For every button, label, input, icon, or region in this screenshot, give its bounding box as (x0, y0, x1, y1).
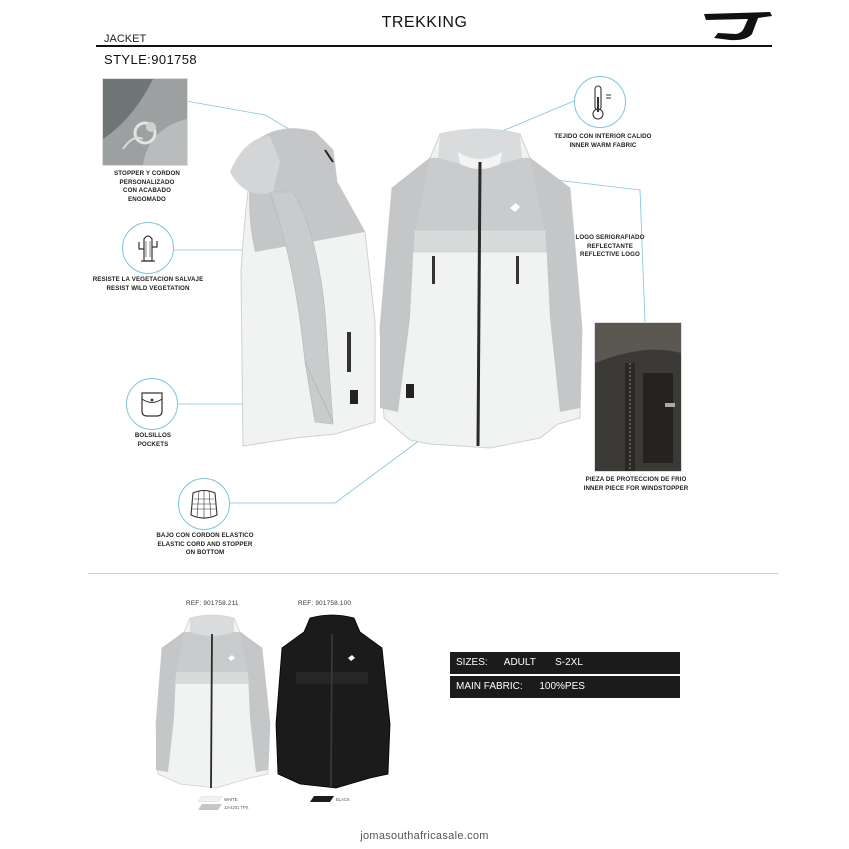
variant-ref-white: REF: 901758.211 (186, 600, 239, 607)
swatch-white (198, 796, 222, 802)
product-category: JACKET (104, 33, 147, 45)
swatch-white-label: WHITE (224, 797, 238, 802)
jacket-side-view (225, 122, 385, 462)
jacket-variant-white (150, 614, 274, 794)
feature-label-warm: TEJIDO CON INTERIOR CALIDO INNER WARM FABRIC (554, 133, 652, 149)
feature-label-vegetation: RESISTE LA VEGETACION SALVAJE RESIST WILD VEGETATION (92, 276, 204, 292)
swatch-grey-label: 13-4201 TPX (224, 805, 249, 810)
pocket-icon (126, 378, 178, 430)
spec-fabric: MAIN FABRIC: 100%PES (450, 676, 680, 698)
windstopper-detail-photo (594, 322, 682, 472)
jacket-variant-black (270, 614, 394, 794)
feature-label-windstopper: PIEZA DE PROTECCION DE FRIO INNER PIECE FOR WINDSTOPPER (583, 476, 689, 492)
variant-ref-black: REF: 901758.100 (298, 600, 352, 607)
jacket-front-view (370, 128, 590, 458)
stopper-detail-photo (102, 78, 188, 166)
feature-label-stopper: STOPPER Y CORDON PERSONALIZADO CON ACABADO ENGOMADO (114, 170, 180, 203)
page-title: TREKKING (381, 14, 468, 31)
swatch-grey (198, 804, 222, 810)
style-code: STYLE:901758 (104, 52, 197, 67)
footer-site: jomasouthafricasale.com (360, 830, 489, 842)
feature-label-pockets: BOLSILLOS POCKETS (134, 432, 172, 448)
feature-label-bottom: BAJO CON CORDON ELASTICO ELASTIC CORD AND STOPPER ON BOTTOM (156, 532, 254, 556)
section-divider (88, 573, 778, 574)
header-rule (96, 45, 772, 47)
spec-sizes: SIZES: ADULT S-2XL (450, 652, 680, 674)
joma-logo-icon (700, 8, 774, 42)
elastic-bottom-icon (178, 478, 230, 530)
thermometer-icon (574, 76, 626, 128)
feature-label-logo: LOGO SERIGRAFIADO REFLECTANTE REFLECTIVE LOGO (575, 234, 645, 258)
swatch-black (310, 796, 334, 802)
swatch-black-label: BLACK (336, 797, 350, 802)
cactus-icon (122, 222, 174, 274)
